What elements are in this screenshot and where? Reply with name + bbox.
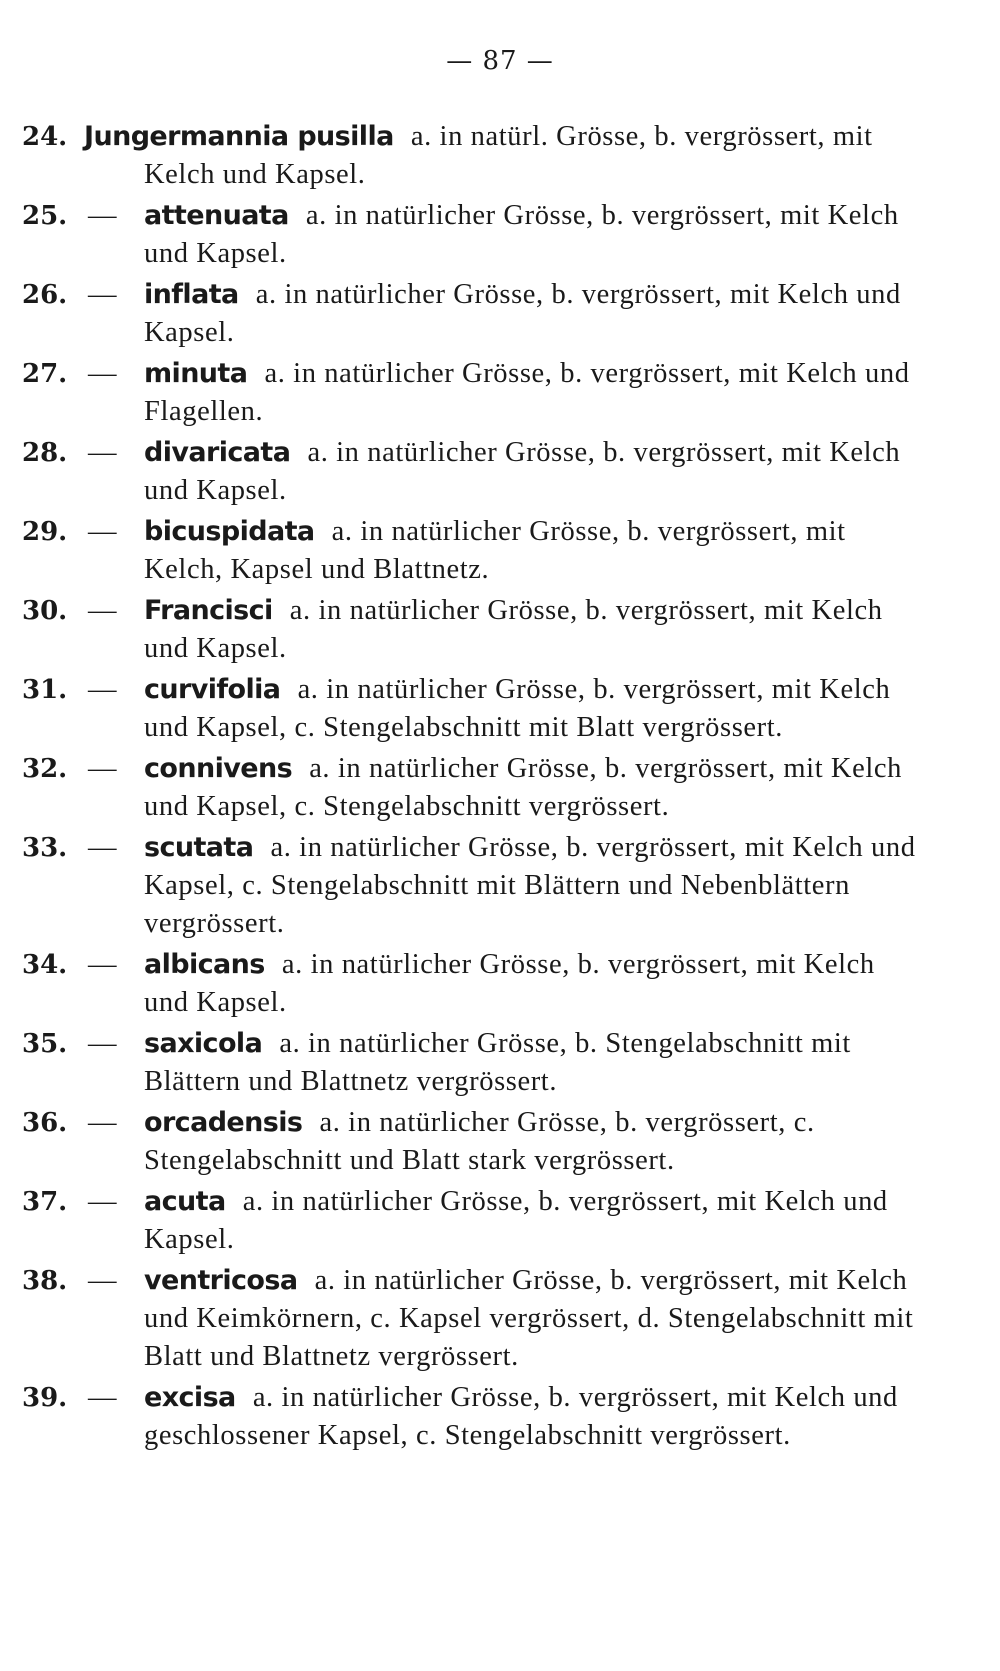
entry-number: 28.: [22, 438, 68, 468]
entry-description: a. in natürlicher Grösse, b. vergrössert, mit Kelch und Keimkörnern, c. Kapsel vergrössert, d. Stengelabschnitt mit Blatt und Blattnetz vergrössert.: [144, 1265, 914, 1372]
entry-number: 36.: [22, 1108, 68, 1138]
list-item: [22, 1104, 922, 1180]
species-name: albicans: [144, 949, 265, 980]
entry-description: a. in natürlicher Grösse, b. vergrössert, mit Kelch und Kapsel.: [144, 595, 883, 664]
entry-number: 30.: [22, 596, 68, 626]
list-item: [22, 276, 922, 352]
ditto-dash: —: [88, 1028, 117, 1059]
species-name: saxicola: [144, 1028, 263, 1059]
entry-number: 32.: [22, 754, 68, 784]
list-item: [22, 1025, 922, 1101]
species-name: curvifolia: [144, 674, 281, 705]
species-name: connivens: [144, 753, 293, 784]
list-item: [22, 750, 922, 826]
list-item: [22, 829, 922, 943]
list-item: [22, 118, 922, 194]
entry-number: 38.: [22, 1266, 68, 1296]
list-item: [22, 513, 922, 589]
entry-number: 27.: [22, 359, 68, 389]
entry-description: a. in natürlicher Grösse, b. vergrössert, c. Stengelabschnitt und Blatt stark vergrössert.: [144, 1107, 815, 1176]
entry-description: a. in natürlicher Grösse, b. vergrössert, mit Kelch und Kapsel.: [144, 437, 901, 506]
list-item: [22, 671, 922, 747]
entry-description: a. in natürl. Grösse, b. vergrössert, mit Kelch und Kapsel.: [144, 121, 873, 190]
species-name: orcadensis: [144, 1107, 303, 1138]
species-name: divaricata: [144, 437, 291, 468]
species-name: bicuspidata: [144, 516, 315, 547]
ditto-dash: —: [88, 949, 117, 980]
list-item: [22, 197, 922, 273]
ditto-dash: —: [88, 279, 117, 310]
page-number: — 87 —: [446, 46, 554, 76]
entry-description: a. in natürlicher Grösse, b. vergrössert, mit Kelch und Kapsel, c. Stengelabschnitt mit Blättern und Nebenblättern vergrössert.: [144, 832, 916, 939]
species-name: acuta: [144, 1186, 226, 1217]
entry-number: 24.: [22, 122, 68, 152]
figure-caption-list: [22, 118, 922, 1458]
entry-number: 34.: [22, 950, 68, 980]
ditto-dash: —: [88, 595, 117, 626]
species-name: excisa: [144, 1382, 236, 1413]
species-name: inflata: [144, 279, 239, 310]
species-name: ventricosa: [144, 1265, 298, 1296]
list-item: [22, 1183, 922, 1259]
list-item: [22, 1379, 922, 1455]
species-name: Jungermannia pusilla: [84, 121, 394, 152]
ditto-dash: —: [88, 1186, 117, 1217]
list-item: [22, 946, 922, 1022]
species-name: attenuata: [144, 200, 289, 231]
entry-description: a. in natürlicher Grösse, b. vergrössert, mit Kelch, Kapsel und Blattnetz.: [144, 516, 846, 585]
entry-description: a. in natürlicher Grösse, b. vergrössert, mit Kelch und geschlossener Kapsel, c. Stengelabschnitt vergrössert.: [144, 1382, 898, 1451]
entry-description: a. in natürlicher Grösse, b. vergrössert, mit Kelch und Kapsel, c. Stengelabschnitt mit Blatt vergrössert.: [144, 674, 891, 743]
list-item: [22, 592, 922, 668]
ditto-dash: —: [88, 516, 117, 547]
ditto-dash: —: [88, 753, 117, 784]
entry-number: 29.: [22, 517, 68, 547]
entry-description: a. in natürlicher Grösse, b. vergrössert, mit Kelch und Kapsel.: [144, 1186, 888, 1255]
species-name: Francisci: [144, 595, 273, 626]
entry-number: 37.: [22, 1187, 68, 1217]
ditto-dash: —: [88, 1265, 117, 1296]
ditto-dash: —: [88, 1382, 117, 1413]
entry-number: 31.: [22, 675, 68, 705]
ditto-dash: —: [88, 832, 117, 863]
entry-description: a. in natürlicher Grösse, b. vergrössert, mit Kelch und Kapsel, c. Stengelabschnitt vergrössert.: [144, 753, 902, 822]
entry-description: a. in natürlicher Grösse, b. vergrössert, mit Kelch und Flagellen.: [144, 358, 910, 427]
ditto-dash: —: [88, 358, 117, 389]
entry-description: a. in natürlicher Grösse, b. vergrössert, mit Kelch und Kapsel.: [144, 279, 901, 348]
entry-number: 39.: [22, 1383, 68, 1413]
list-item: [22, 1262, 922, 1376]
entry-number: 35.: [22, 1029, 68, 1059]
entry-number: 33.: [22, 833, 68, 863]
species-name: minuta: [144, 358, 248, 389]
ditto-dash: —: [88, 437, 117, 468]
ditto-dash: —: [88, 674, 117, 705]
entry-description: a. in natürlicher Grösse, b. vergrössert, mit Kelch und Kapsel.: [144, 949, 875, 1018]
entry-number: 26.: [22, 280, 68, 310]
list-item: [22, 355, 922, 431]
entry-number: 25.: [22, 201, 68, 231]
ditto-dash: —: [88, 1107, 117, 1138]
ditto-dash: —: [88, 200, 117, 231]
species-name: scutata: [144, 832, 254, 863]
list-item: [22, 434, 922, 510]
entry-description: a. in natürlicher Grösse, b. vergrössert, mit Kelch und Kapsel.: [144, 200, 899, 269]
entry-description: a. in natürlicher Grösse, b. Stengelabschnitt mit Blättern und Blattnetz vergrössert.: [144, 1028, 851, 1097]
